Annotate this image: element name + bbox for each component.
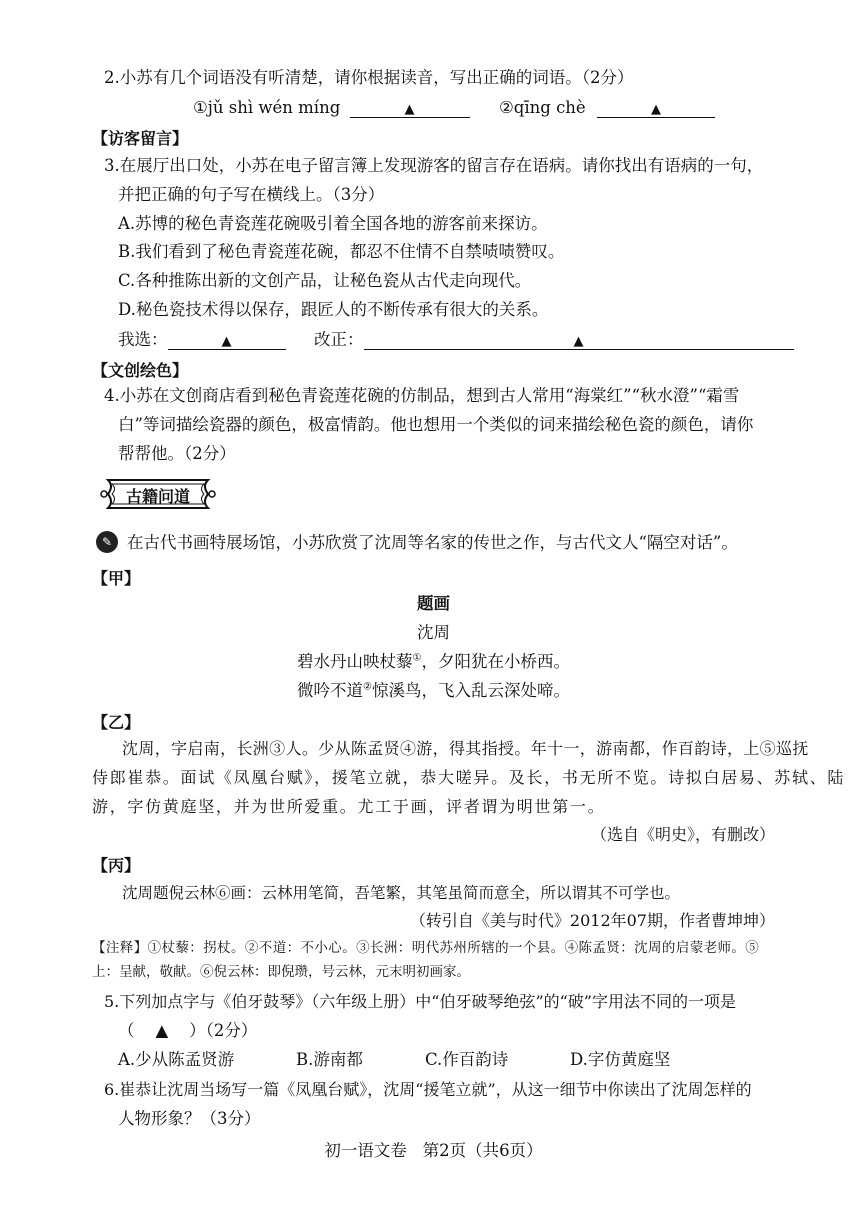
poem-line2 [0, 681, 867, 701]
poem-title: 题画 [417, 594, 450, 613]
poem-line1-a: 碧水丹山映杖藜 [297, 652, 413, 671]
q3-stem-line1: 3.在展厅出口处，小苏在电子留言簿上发现游客的留言存在语病。请你找出有语病的一句， [104, 156, 764, 175]
q3-choose-blank[interactable] [168, 331, 286, 350]
page-footer: 初一语文卷 第2页（共6页） [324, 1141, 543, 1160]
poem-line2-a: 微吟不道 [297, 681, 364, 700]
q2-item2-label: ②qīng chè [499, 98, 586, 117]
note-ref-2: ② [363, 681, 372, 693]
section-paint: 【文创绘色】 [92, 361, 189, 380]
q2-item1 [193, 98, 470, 118]
q3-option-b: B.我们看到了秘色青瓷莲花碗，都忍不住情不自禁啧啧赞叹。 [118, 242, 565, 261]
blank-mark: ▲ [573, 334, 584, 349]
yi-line1: 沈周，字启南，长洲③人。少从陈孟贤④游，得其指授。年十一，游南都，作百韵诗，上⑤巡抚 [122, 739, 809, 758]
q3-correct-label: 改正： [314, 330, 364, 349]
q5-option-c: C.作百韵诗 [425, 1050, 509, 1069]
q3-option-c: C.各种推陈出新的文创产品，让秘色瓷从古代走向现代。 [118, 271, 532, 290]
q5-option-d: D.字仿黄庭坚 [570, 1050, 671, 1069]
bing-source: （转引自《美与时代》2012年07期，作者曹坤坤） [409, 911, 775, 930]
q3-option-d: D.秘色瓷技术得以保存，跟匠人的不断传承有很大的关系。 [118, 300, 549, 319]
module-title: 古籍问道 [125, 487, 190, 506]
q2-stem: 2.小苏有几个词语没有听清楚，请你根据读音，写出正确的词语。（2分） [104, 68, 634, 87]
poem-line1 [0, 652, 867, 672]
q5-stem: 5.下列加点字与《伯牙鼓琴》（六年级上册）中“伯牙破琴绝弦”的“破”字用法不同的一项是 [104, 992, 736, 1011]
q4-line2: 白”等词描绘瓷器的颜色，极富情韵。他也想用一个类似的词来描绘秘色瓷的颜色，请你 [118, 415, 754, 434]
q5-answer-paren[interactable]: （ ▲ ）（2分） [118, 1021, 258, 1040]
q3-option-a: A.苏博的秘色青瓷莲花碗吸引着全国各地的游客前来探访。 [118, 214, 548, 233]
q4-line3: 帮帮他。（2分） [118, 444, 236, 463]
q5-option-b: B.游南都 [296, 1050, 363, 1069]
q3-correct-blank[interactable] [364, 331, 794, 350]
yi-source: （选自《明史》，有删改） [590, 825, 775, 844]
intro-text: 在古代书画特展场馆，小苏欣赏了沈周等名家的传世之作，与古代文人“隔空对话”。 [127, 533, 738, 552]
notes-line1: 【注释】①杖藜：拐杖。②不道：不小心。③长洲：明代苏州所辖的一个县。④陈孟贤：沈周的启蒙老师。⑤ [92, 940, 760, 956]
poem-author: 沈周 [417, 623, 450, 642]
blank-mark: ▲ [221, 334, 232, 349]
q6-line2: 人物形象？（3分） [118, 1109, 261, 1128]
q3-stem-line2: 并把正确的句子写在横线上。（3分） [118, 185, 385, 204]
yi-label: 【乙】 [92, 713, 141, 732]
yi-line3: 游，字仿黄庭坚，并为世所爱重。尤工于画，评者谓为明世第一。 [92, 797, 606, 816]
q2-item1-label: ①jǔ shì wén míng [193, 98, 341, 117]
q2-blank1[interactable] [350, 99, 470, 118]
yi-line2: 侍郎崔恭。面试《凤凰台赋》，援笔立就，恭大嗟异。及长，书无所不览。诗拟白居易、苏轼、陆 [92, 768, 846, 787]
q3-answer-row [118, 330, 794, 350]
bing-label: 【丙】 [92, 856, 141, 875]
q3-choose-label: 我选： [118, 330, 168, 349]
q5-option-a: A.少从陈孟贤游 [118, 1050, 235, 1069]
notes-line2: 上：呈献，敬献。⑥倪云林：即倪瓒，号云林，元末明初画家。 [92, 964, 470, 980]
q4-line1: 4.小苏在文创商店看到秘色青瓷莲花碗的仿制品，想到古人常用“海棠红”“秋水澄”“霜雪 [104, 386, 740, 405]
bing-line1: 沈周题倪云林⑥画：云林用笔简，吾笔繁，其笔虽简而意全，所以谓其不可学也。 [122, 884, 681, 902]
module-title-badge [98, 476, 218, 512]
blank-mark: ▲ [404, 102, 415, 117]
note-ref-1: ① [412, 652, 422, 664]
q2-item2 [499, 98, 715, 118]
quill-icon: ✎ [96, 531, 118, 553]
poem-line2-b: 惊溪鸟，飞入乱云深处啼。 [371, 681, 570, 700]
poem-line1-b: ，夕阳犹在小桥西。 [421, 652, 570, 671]
section-visitor: 【访客留言】 [92, 129, 189, 148]
blank-mark: ▲ [650, 102, 661, 117]
q2-blank2[interactable] [597, 99, 715, 118]
jia-label: 【甲】 [92, 569, 141, 588]
q6-line1: 6.崔恭让沈周当场写一篇《凤凰台赋》，沈周“援笔立就”，从这一细节中你读出了沈周怎样的 [104, 1080, 752, 1099]
